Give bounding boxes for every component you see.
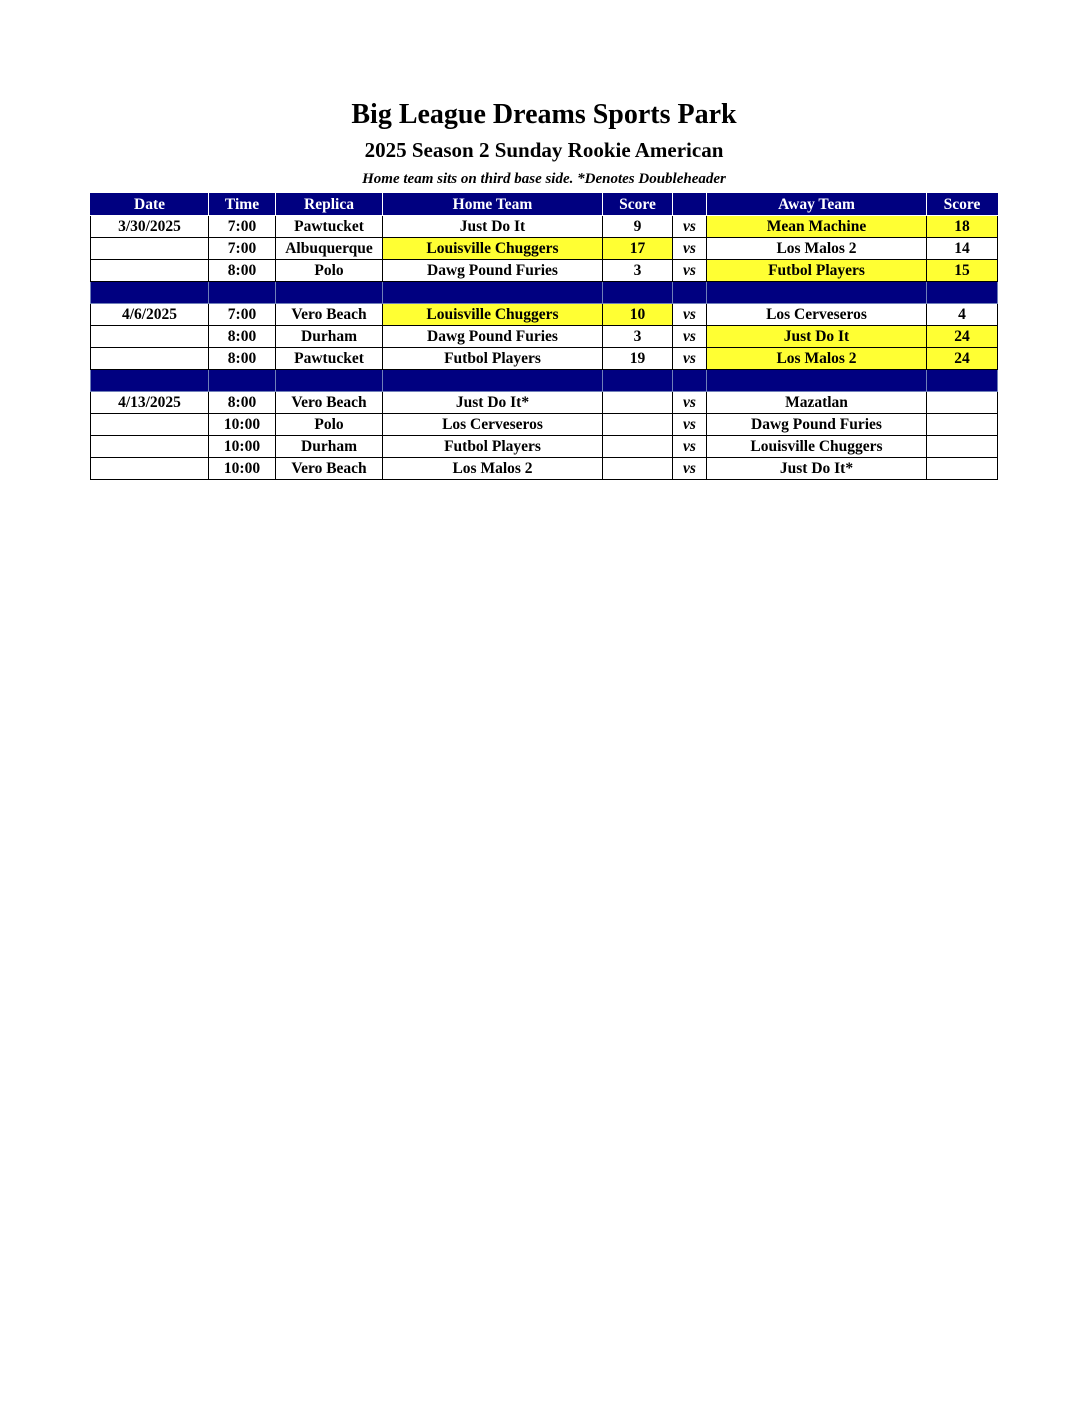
- cell-home-team: Dawg Pound Furies: [383, 326, 603, 348]
- cell-away-team: Louisville Chuggers: [707, 436, 927, 458]
- cell-away-team: Just Do It: [707, 326, 927, 348]
- cell-date: [91, 414, 209, 436]
- cell-replica: Polo: [276, 260, 383, 282]
- table-row: [91, 238, 998, 260]
- cell-home-team: Dawg Pound Furies: [383, 260, 603, 282]
- separator-cell: [209, 282, 276, 304]
- cell-home-score: [603, 392, 673, 414]
- separator-row: [91, 370, 998, 392]
- cell-home-score: 9: [603, 216, 673, 238]
- cell-vs: vs: [673, 216, 707, 238]
- cell-replica: Durham: [276, 436, 383, 458]
- separator-cell: [673, 282, 707, 304]
- separator-cell: [927, 282, 998, 304]
- cell-away-team: Los Cerveseros: [707, 304, 927, 326]
- column-header-replica: Replica: [276, 194, 383, 216]
- cell-away-team: Just Do It*: [707, 458, 927, 480]
- separator-cell: [603, 370, 673, 392]
- cell-vs: vs: [673, 392, 707, 414]
- cell-vs: vs: [673, 304, 707, 326]
- schedule-note: Home team sits on third base side. *Denotes Doubleheader: [362, 171, 726, 187]
- column-header-vs: [673, 194, 707, 216]
- cell-home-team: Futbol Players: [383, 348, 603, 370]
- cell-date: [91, 348, 209, 370]
- separator-cell: [927, 370, 998, 392]
- cell-time: 10:00: [209, 414, 276, 436]
- cell-vs: vs: [673, 414, 707, 436]
- column-header-away-team: Away Team: [707, 194, 927, 216]
- cell-home-team: Louisville Chuggers: [383, 238, 603, 260]
- separator-cell: [383, 370, 603, 392]
- cell-time: 10:00: [209, 436, 276, 458]
- page-subtitle: 2025 Season 2 Sunday Rookie American: [364, 138, 724, 162]
- cell-vs: vs: [673, 238, 707, 260]
- cell-home-score: 3: [603, 326, 673, 348]
- column-header-home-team: Home Team: [383, 194, 603, 216]
- cell-date: [91, 326, 209, 348]
- table-row: [91, 392, 998, 414]
- cell-home-score: [603, 458, 673, 480]
- cell-time: 8:00: [209, 260, 276, 282]
- column-header-home-score: Score: [603, 194, 673, 216]
- separator-cell: [383, 282, 603, 304]
- cell-away-team: Mazatlan: [707, 392, 927, 414]
- table-row: [91, 216, 998, 238]
- cell-time: 7:00: [209, 238, 276, 260]
- schedule-body: [91, 216, 998, 480]
- cell-away-team: Dawg Pound Furies: [707, 414, 927, 436]
- column-header-away-score: Score: [927, 194, 998, 216]
- cell-vs: vs: [673, 348, 707, 370]
- separator-cell: [603, 282, 673, 304]
- cell-away-score: 18: [927, 216, 998, 238]
- cell-replica: Vero Beach: [276, 392, 383, 414]
- column-header-date: Date: [91, 194, 209, 216]
- cell-time: 7:00: [209, 216, 276, 238]
- cell-home-team: Just Do It: [383, 216, 603, 238]
- separator-cell: [91, 370, 209, 392]
- cell-away-team: Los Malos 2: [707, 348, 927, 370]
- cell-date: 4/13/2025: [91, 392, 209, 414]
- cell-date: [91, 260, 209, 282]
- cell-home-score: 17: [603, 238, 673, 260]
- cell-replica: Pawtucket: [276, 348, 383, 370]
- cell-away-score: [927, 414, 998, 436]
- cell-home-score: [603, 414, 673, 436]
- cell-home-score: [603, 436, 673, 458]
- cell-home-score: 19: [603, 348, 673, 370]
- separator-cell: [707, 370, 927, 392]
- table-row: [91, 304, 998, 326]
- separator-row: [91, 282, 998, 304]
- cell-replica: Polo: [276, 414, 383, 436]
- cell-away-score: 24: [927, 326, 998, 348]
- separator-cell: [673, 370, 707, 392]
- table-header-row: [91, 194, 998, 216]
- cell-away-score: 24: [927, 348, 998, 370]
- cell-time: 7:00: [209, 304, 276, 326]
- cell-replica: Vero Beach: [276, 458, 383, 480]
- cell-replica: Pawtucket: [276, 216, 383, 238]
- cell-date: 4/6/2025: [91, 304, 209, 326]
- separator-cell: [707, 282, 927, 304]
- table-row: [91, 348, 998, 370]
- table-row: [91, 436, 998, 458]
- cell-away-score: 14: [927, 238, 998, 260]
- cell-vs: vs: [673, 436, 707, 458]
- page-title: Big League Dreams Sports Park: [351, 99, 737, 130]
- table-row: [91, 414, 998, 436]
- cell-home-team: Futbol Players: [383, 436, 603, 458]
- cell-date: [91, 238, 209, 260]
- cell-date: [91, 436, 209, 458]
- cell-away-score: [927, 436, 998, 458]
- cell-time: 8:00: [209, 326, 276, 348]
- cell-away-team: Futbol Players: [707, 260, 927, 282]
- separator-cell: [276, 370, 383, 392]
- table-row: [91, 260, 998, 282]
- cell-home-team: Just Do It*: [383, 392, 603, 414]
- cell-away-score: 4: [927, 304, 998, 326]
- cell-time: 8:00: [209, 348, 276, 370]
- cell-replica: Albuquerque: [276, 238, 383, 260]
- cell-away-team: Los Malos 2: [707, 238, 927, 260]
- cell-date: [91, 458, 209, 480]
- schedule-table: [90, 193, 998, 480]
- cell-home-score: 10: [603, 304, 673, 326]
- cell-home-team: Los Cerveseros: [383, 414, 603, 436]
- cell-home-score: 3: [603, 260, 673, 282]
- column-header-time: Time: [209, 194, 276, 216]
- cell-replica: Vero Beach: [276, 304, 383, 326]
- cell-vs: vs: [673, 260, 707, 282]
- cell-away-score: [927, 458, 998, 480]
- separator-cell: [209, 370, 276, 392]
- cell-date: 3/30/2025: [91, 216, 209, 238]
- cell-home-team: Los Malos 2: [383, 458, 603, 480]
- cell-away-team: Mean Machine: [707, 216, 927, 238]
- cell-time: 8:00: [209, 392, 276, 414]
- table-row: [91, 458, 998, 480]
- cell-vs: vs: [673, 458, 707, 480]
- cell-away-score: [927, 392, 998, 414]
- separator-cell: [276, 282, 383, 304]
- table-row: [91, 326, 998, 348]
- cell-away-score: 15: [927, 260, 998, 282]
- cell-home-team: Louisville Chuggers: [383, 304, 603, 326]
- separator-cell: [91, 282, 209, 304]
- cell-vs: vs: [673, 326, 707, 348]
- cell-replica: Durham: [276, 326, 383, 348]
- cell-time: 10:00: [209, 458, 276, 480]
